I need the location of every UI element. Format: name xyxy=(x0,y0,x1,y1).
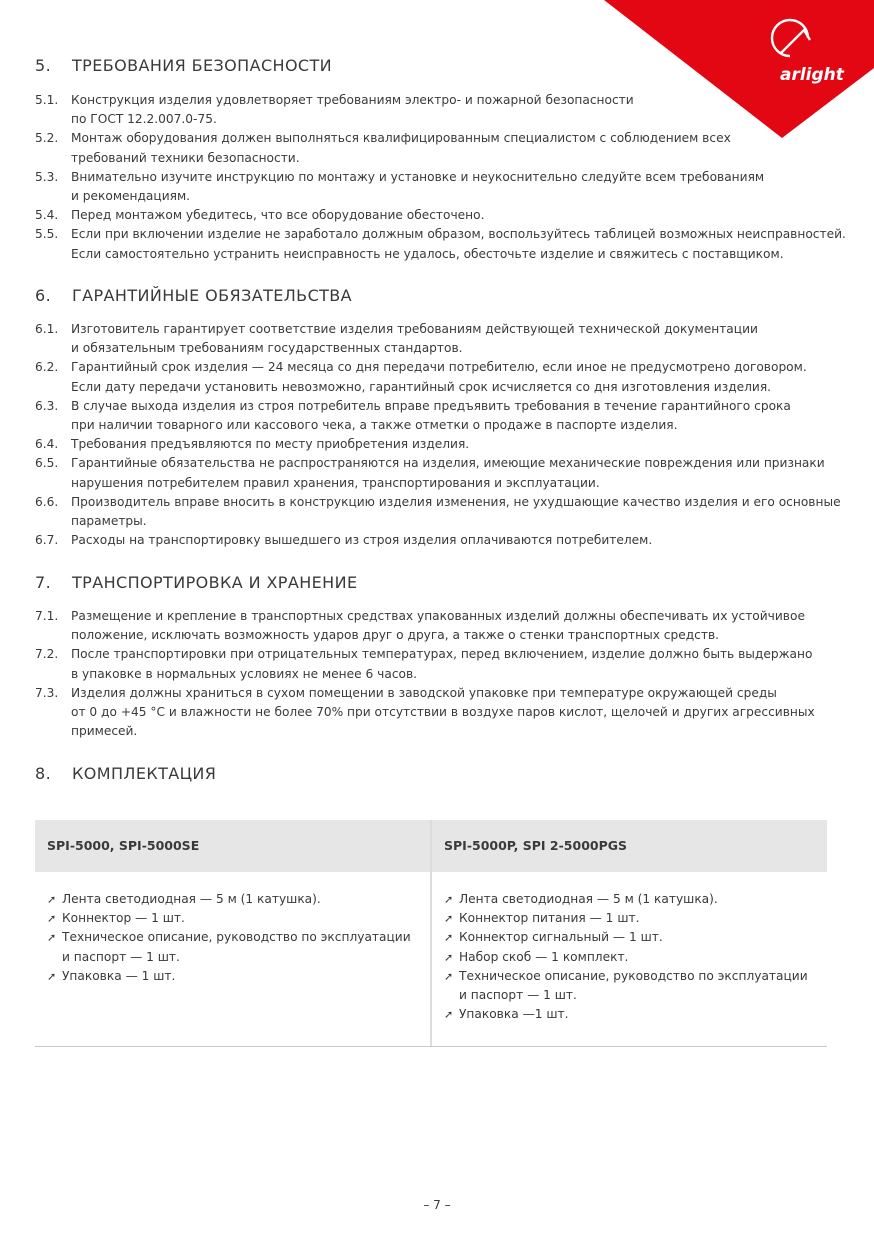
arrow-bullet-icon: ➚ xyxy=(47,912,57,926)
arrow-bullet-icon: ➚ xyxy=(444,931,454,945)
list-item xyxy=(35,607,845,645)
item-text: Конструкция изделия удовлетворяет требованиям электро- и пожарной безопасности xyxy=(71,93,634,107)
item-text: В случае выхода изделия из строя потребитель вправе предъявить требования в течение гарантийного срока xyxy=(71,398,791,413)
item-text: Производитель вправе вносить в конструкцию изделия изменения, не ухудшающие качество изделия и его основные xyxy=(71,494,841,509)
item-text: Коннектор — 1 шт. xyxy=(62,911,185,926)
arrow-bullet-icon: ➚ xyxy=(444,969,454,983)
logo-text: arlight xyxy=(780,65,844,85)
item-text: Упаковка —1 шт. xyxy=(459,1007,569,1022)
item-number: 5.5. xyxy=(35,227,59,242)
item-text: Коннектор питания — 1 шт. xyxy=(459,911,640,926)
section-title-kit xyxy=(35,764,216,783)
item-text: и паспорт — 1 шт. xyxy=(459,988,577,1003)
list-item xyxy=(35,320,845,358)
arrow-bullet-icon: ➚ xyxy=(444,1008,454,1022)
kit-list xyxy=(35,872,430,986)
item-number: 6.3. xyxy=(35,398,59,413)
list-item xyxy=(35,129,845,167)
item-text: Лента светодиодная — 5 м (1 катушка). xyxy=(459,892,718,906)
item-text: Гарантийные обязательства не распространяются на изделия, имеющие механические повреждения или признаки xyxy=(71,456,825,471)
list-item xyxy=(444,1005,827,1024)
list-item xyxy=(35,531,845,550)
item-text: Если при включении изделие не заработало должным образом, воспользуйтесь таблицей возможных неисправностей. xyxy=(71,227,846,242)
item-text: по ГОСТ 12.2.007.0-75. xyxy=(71,112,217,127)
item-number: 6.5. xyxy=(35,456,59,471)
list-item xyxy=(35,91,845,129)
list-item xyxy=(35,454,845,492)
list-item xyxy=(47,890,430,909)
list-item xyxy=(444,967,827,1005)
page-number: – 7 – xyxy=(423,1198,451,1212)
list-item xyxy=(444,928,827,947)
arrow-bullet-icon: ➚ xyxy=(444,893,454,906)
item-text: Гарантийный срок изделия — 24 месяца со дня передачи потребителю, если иное не предусмотрено договором. xyxy=(71,360,807,375)
section-heading: ГАРАНТИЙНЫЕ ОБЯЗАТЕЛЬСТВА xyxy=(72,286,353,305)
item-text: Изготовитель гарантирует соответствие изделия требованиям действующей технической документации xyxy=(71,322,758,336)
item-number: 5.4. xyxy=(35,208,59,223)
item-text: Изделия должны храниться в сухом помещении в заводской упаковке при температуре окружающей среды xyxy=(71,685,777,700)
arrow-bullet-icon: ➚ xyxy=(444,912,454,926)
list-item xyxy=(35,397,845,435)
item-number: 6.2. xyxy=(35,360,59,375)
list-item xyxy=(444,948,827,967)
item-text: Упаковка — 1 шт. xyxy=(62,968,176,983)
item-text: Если дату передачи установить невозможно, гарантийный срок исчисляется со дня изготовления изделия. xyxy=(71,379,772,394)
arrow-bullet-icon: ➚ xyxy=(47,969,57,983)
item-text: в упаковке в нормальных условиях не менее 6 часов. xyxy=(71,666,418,681)
kit-column-header: SPI-5000, SPI-5000SE xyxy=(35,820,430,872)
list-item xyxy=(444,909,827,928)
item-text: нарушения потребителем правил хранения, транспортирования и эксплуатации. xyxy=(71,475,600,490)
item-number: 5.2. xyxy=(35,131,59,146)
list-item xyxy=(35,206,845,225)
list-item xyxy=(444,890,827,909)
item-text: Если самостоятельно устранить неисправность не удалось, обесточьте изделие и свяжитесь с поставщиком. xyxy=(71,246,784,261)
item-text: Размещение и крепление в транспортных средствах упакованных изделий должны обеспечивать их устойчивое xyxy=(71,609,805,623)
item-text: Лента светодиодная — 5 м (1 катушка). xyxy=(62,892,321,906)
kit-column-header: SPI-5000P, SPI 2-5000PGS xyxy=(432,820,827,872)
item-number: 6.4. xyxy=(35,437,59,452)
item-text: Техническое описание, руководство по эксплуатации xyxy=(62,930,411,945)
item-number: 5.3. xyxy=(35,169,59,184)
list-item xyxy=(35,645,845,683)
arrow-bullet-icon: ➚ xyxy=(444,950,454,964)
section-title-transport xyxy=(35,573,357,592)
section-heading: ТРЕБОВАНИЯ БЕЗОПАСНОСТИ xyxy=(72,56,333,75)
list-item xyxy=(35,225,845,263)
item-text: Техническое описание, руководство по эксплуатации xyxy=(459,968,808,983)
section-number: 8. xyxy=(35,764,52,783)
section-items-transport xyxy=(35,607,845,741)
list-item xyxy=(35,435,845,454)
section-heading: ТРАНСПОРТИРОВКА И ХРАНЕНИЕ xyxy=(72,573,358,592)
item-text: Монтаж оборудования должен выполняться квалифицированным специалистом с соблюдением всех xyxy=(71,131,731,146)
item-number: 7.1. xyxy=(35,609,59,623)
section-number: 6. xyxy=(35,286,52,305)
item-text: от 0 до +45 °C и влажности не более 70% при отсутствии в воздухе паров кислот, щелочей и других агрессивных xyxy=(71,705,815,720)
item-text: и обязательным требованиям государственных стандартов. xyxy=(71,341,463,356)
item-text: Расходы на транспортировку вышедшего из строя изделия оплачиваются потребителем. xyxy=(71,533,653,548)
item-text: Требования предъявляются по месту приобретения изделия. xyxy=(71,437,470,452)
item-text: и рекомендациям. xyxy=(71,189,191,204)
arrow-bullet-icon: ➚ xyxy=(47,931,57,945)
item-text: После транспортировки при отрицательных температурах, перед включением, изделие должно быть выдержано xyxy=(71,647,813,662)
section-title-warranty xyxy=(35,286,352,305)
list-item xyxy=(47,909,430,928)
kit-column-spi-5000p xyxy=(432,820,827,1046)
item-number: 6.1. xyxy=(35,322,59,336)
item-text: Коннектор сигнальный — 1 шт. xyxy=(459,930,663,945)
item-number: 7.3. xyxy=(35,685,59,700)
list-item xyxy=(35,684,845,742)
section-number: 5. xyxy=(35,56,52,75)
section-number: 7. xyxy=(35,573,52,592)
item-number: 6.6. xyxy=(35,494,59,509)
item-text: Перед монтажом убедитесь, что все оборудование обесточено. xyxy=(71,208,485,223)
list-item xyxy=(35,493,845,531)
item-text: и паспорт — 1 шт. xyxy=(62,949,180,964)
kit-column-spi-5000 xyxy=(35,820,430,1046)
item-text: параметры. xyxy=(71,514,147,529)
item-text: примесей. xyxy=(71,724,138,739)
list-item xyxy=(35,168,845,206)
section-heading: КОМПЛЕКТАЦИЯ xyxy=(72,764,217,783)
item-text: при наличии товарного или кассового чека, а также отметки о продаже в паспорте изделия. xyxy=(71,418,678,433)
kit-table xyxy=(35,820,827,1047)
item-number: 6.7. xyxy=(35,533,59,548)
item-number: 7.2. xyxy=(35,647,59,662)
item-text: Внимательно изучите инструкцию по монтажу и установке и неукоснительно следуйте всем требованиям xyxy=(71,169,765,184)
arrow-bullet-icon: ➚ xyxy=(47,893,57,906)
item-text: Набор скоб — 1 комплект. xyxy=(459,949,629,964)
section-items-safety xyxy=(35,91,845,264)
list-item xyxy=(35,358,845,396)
list-item xyxy=(47,967,430,986)
section-items-warranty xyxy=(35,320,845,550)
list-item xyxy=(47,928,430,966)
item-text: положение, исключать возможность ударов друг о друга, а также о стенки транспортных средств. xyxy=(71,628,720,643)
item-text: требований техники безопасности. xyxy=(71,150,300,165)
item-number: 5.1. xyxy=(35,93,59,107)
kit-list xyxy=(432,872,827,1024)
section-title-safety xyxy=(35,56,332,75)
